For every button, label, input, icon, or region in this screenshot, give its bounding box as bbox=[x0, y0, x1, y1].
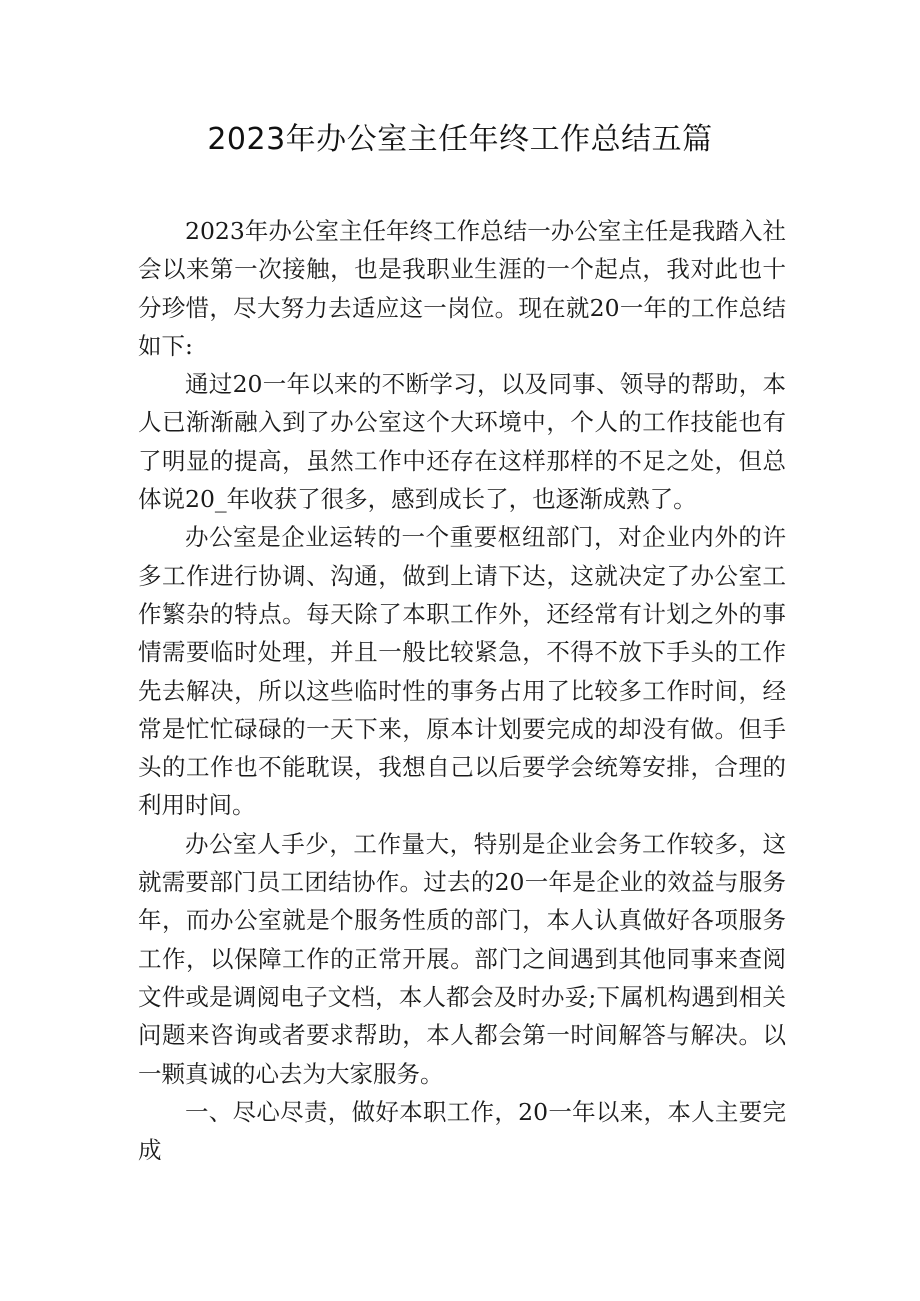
paragraph-1: 2023年办公室主任年终工作总结一办公室主任是我踏入社会以来第一次接触，也是我职业生涯的一个起点，我对此也十分珍惜，尽大努力去适应这一岗位。现在就20一年的工作总结如下: bbox=[138, 217, 786, 360]
paragraph-4: 办公室人手少，工作量大，特别是企业会务工作较多，这就需要部门员工团结协作。过去的20一年是企业的效益与服务年，而办公室就是个服务性质的部门，本人认真做好各项服务工作，以保障工作的正常开展。部门之间遇到其他同事来查阅文件或是调阅电子文档，本人都会及时办妥;下属机构遇到相关问题来咨询或者要求帮助，本人都会第一时间解答与解决。以一颗真诚的心去为大家服务。 bbox=[138, 829, 786, 1088]
document-body bbox=[138, 212, 786, 1169]
paragraph-2: 通过20一年以来的不断学习，以及同事、领导的帮助，本人已渐渐融入到了办公室这个大环境中，个人的工作技能也有了明显的提高，虽然工作中还存在这样那样的不足之处，但总体说20_年收获了很多，感到成长了，也逐渐成熟了。 bbox=[138, 370, 786, 514]
paragraph-5: 一、尽心尽责，做好本职工作，20一年以来，本人主要完成 bbox=[138, 1097, 786, 1165]
paragraph-3: 办公室是企业运转的一个重要枢纽部门，对企业内外的许多工作进行协调、沟通，做到上请下达，这就决定了办公室工作繁杂的特点。每天除了本职工作外，还经常有计划之外的事情需要临时处理，并且一般比较紧急，不得不放下手头的工作先去解决，所以这些临时性的事务占用了比较多工作时间，经常是忙忙碌碌的一天下来，原本计划要完成的却没有做。但手头的工作也不能耽误，我想自己以后要学会统筹安排，合理的利用时间。 bbox=[138, 523, 786, 820]
document-title: 2023年办公室主任年终工作总结五篇 bbox=[207, 122, 713, 157]
